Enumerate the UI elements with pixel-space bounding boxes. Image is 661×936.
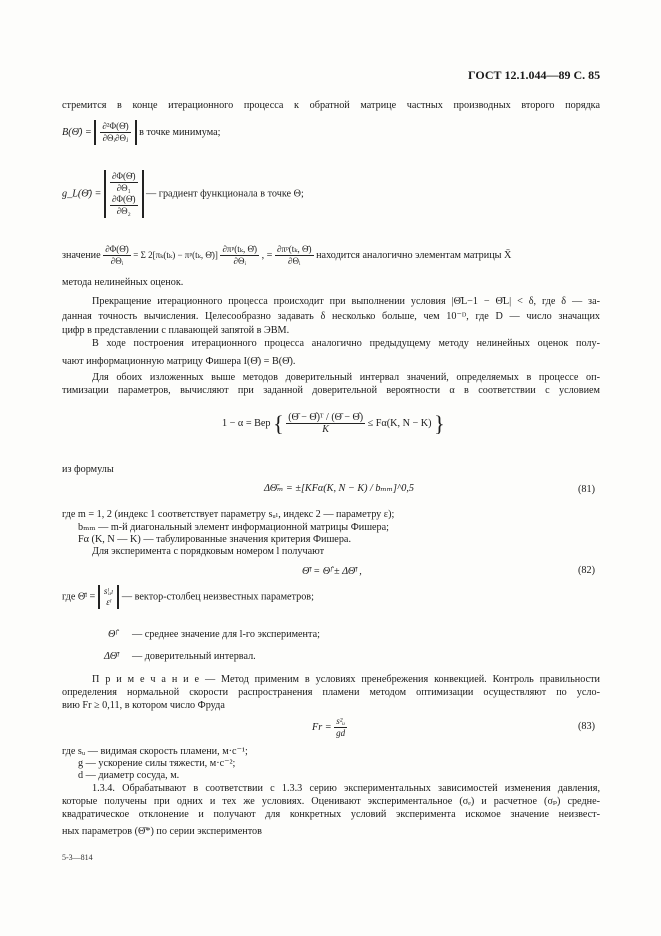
line-methods: метода нелинейных оценок. xyxy=(62,277,184,288)
para-interval-1: Для обоих изложенных выше методов доверительный интервал значений, определяемых в процессе оп- xyxy=(92,372,600,383)
para-stop-1: Прекращение итерационного процесса происходит при выполнении условия |Θ̄L−1 − Θ̄L| < δ, где δ — за- xyxy=(92,296,600,307)
para-134-4: ных параметров (Θ̄*) по серии экспериментов xyxy=(62,826,262,837)
para-134-3: квадратическое отклонение и получают для конкретных условий эксперимента искомое значение неизвест- xyxy=(62,809,600,820)
para-stop-2: данная точность вычисления. Целесообразно задавать δ несколько больше, чем 10⁻ᴰ, где D — число значащих xyxy=(62,311,600,322)
where81-2: bₘₘ — m-й диагональный элемент информационной матрицы Фишера; xyxy=(78,522,390,533)
para-interval-2: тимизации параметров, вычисляют при заданной доверительной вероятности α в соответствии с условием xyxy=(62,385,600,396)
vector-g-den2: ∂Θ₂ xyxy=(116,206,131,216)
where82-int-sym: ΔΘ̄ˡ xyxy=(104,651,119,662)
where82-int-txt: — доверительный интервал. xyxy=(132,651,256,662)
eq83 xyxy=(312,716,347,739)
value-eq-lead: значение xyxy=(62,249,101,261)
from-formula: из формулы xyxy=(62,464,114,475)
page-header: ГОСТ 12.1.044—89 С. 85 xyxy=(468,68,601,82)
where83-1: где sᵤ — видимая скорость пламени, м·с⁻¹; xyxy=(62,746,248,757)
where82-tail: — вектор-столбец неизвестных параметров; xyxy=(121,591,314,603)
where82-mean-txt: — среднее значение для l-го эксперимента; xyxy=(132,629,320,640)
vector-g-eq xyxy=(62,170,304,218)
value-eq-rhs-den: ∂Θᵢ xyxy=(288,256,301,266)
eq82-number: (82) xyxy=(578,565,595,576)
eq-prob-num: (Θ̄ − Θ̂)ᵀ / (Θ̄ − Θ̂) xyxy=(288,412,364,423)
matrix-b-eq xyxy=(62,120,220,145)
value-eq: значение $\frac{\partial\Phi(\Thetā)}{\text{∂Θᵢ}}$ = Σ 2[πₖ(tₖ) − πᵖ(tₖ, Θ̄)] $\frac{\text{∂πᵖ(tₖ, Θ̄)}}{\text{∂Θᵢ}}$ , = $\frac{\text{∂πᵖ(tₖ, Θ̄)}}{\text{∂Θᵢ}}$ находится аналогично элементам матрицы X̄ xyxy=(62,244,512,266)
para-134-1: 1.3.4. Обрабатывают в соответствии с 1.3.3 серию экспериментальных зависимостей изменения давления, xyxy=(92,783,600,794)
matrix-b-tail: в точке минимума; xyxy=(139,126,221,138)
value-eq-mid-num: ∂πᵖ(tₖ, Θ̄) xyxy=(222,244,258,254)
value-eq-lhs-num: ∂Φ(Θ̄) xyxy=(105,244,129,254)
where82-mean-sym: Θ̂ˡ xyxy=(108,629,117,640)
value-eq-mid-den: ∂Θᵢ xyxy=(233,256,246,266)
where83-2: g — ускорение силы тяжести, м·с⁻²; xyxy=(78,758,236,769)
where81-4: Для эксперимента с порядковым номером l получают xyxy=(92,546,325,557)
para-fisher-2: чают информационную матрицу Фишера I(Θ̄) = B(Θ̄). xyxy=(62,356,296,367)
where82-body xyxy=(98,585,120,609)
where83-3: d — диаметр сосуда, м. xyxy=(78,770,180,781)
value-eq-rhs-num: ∂πᵖ(tₖ, Θ̄) xyxy=(276,244,312,254)
eq83-lhs: Fr = xyxy=(312,721,332,733)
note-3: вию Fr ≥ 0,11, в котором число Фруда xyxy=(62,700,225,711)
footer-code: 5-3—814 xyxy=(62,853,93,862)
where82-vector xyxy=(62,585,314,609)
eq82-expr: Θ̄ˡ = Θ̂ˡ ± ΔΘ̄ˡ , xyxy=(302,566,362,577)
eq-prob-rhs: ≤ Fα(K, N − K) xyxy=(367,417,432,429)
para-134-2: которые получены при одних и тех же условиях. Оценивают экспериментальное (σₑ) и расчетное (σₚ) средне- xyxy=(62,796,600,807)
eq-prob-lhs: 1 − α = Вер xyxy=(222,417,271,429)
vector-g-num2: ∂Φ(Θ̄) xyxy=(111,194,136,204)
value-eq-lhs-den: ∂Θᵢ xyxy=(110,256,124,266)
eq83-den: gd xyxy=(336,728,346,738)
value-eq-sum: = Σ 2[πₖ(tₖ) − πᵖ(tₖ, Θ̄)] xyxy=(133,249,218,260)
matrix-b-body xyxy=(94,120,136,145)
vector-g-body xyxy=(104,170,144,218)
vector-g-lhs: g_L(Θ̄) = xyxy=(62,188,102,200)
para-stop-3: цифр в представлении с плавающей запятой в ЭВМ. xyxy=(62,325,290,336)
matrix-b-num: ∂²Φ(Θ̄) xyxy=(102,121,129,131)
where81-3: Fα (K, N — K) — табулированные значения критерия Фишера. xyxy=(78,534,351,545)
note-1: П р и м е ч а н и е — Метод применим в условиях пренебрежения конвекцией. Контроль правильности xyxy=(92,674,600,685)
matrix-b-den: ∂Θᵢ∂Θⱼ xyxy=(102,133,129,143)
para-converge: стремится в конце итерационного процесса к обратной матрице частных производных второго порядка xyxy=(62,100,600,111)
eq83-number: (83) xyxy=(578,721,595,732)
eq-prob-den: K xyxy=(322,424,329,435)
where82-lead: где Θ̄ˡ = xyxy=(62,591,96,603)
eq81-number: (81) xyxy=(578,484,595,495)
where82-v1: sˡᵤₗ xyxy=(103,586,114,596)
para-fisher-1: В ходе построения итерационного процесса аналогично предыдущему методу нелинейных оценок полу- xyxy=(92,338,600,349)
where81-1: где m = 1, 2 (индекс 1 соответствует параметру sᵤₗ, индекс 2 — параметру ε); xyxy=(62,509,395,520)
eq-prob: 1 − α = Вер { $\frac{\text{(Θ̄ − Θ̂)ᵀ / (Θ̄ − Θ̂)}}{K}$ ≤ Fα(K, N − K) } xyxy=(222,411,445,436)
value-eq-tail: находится аналогично элементам матрицы X̄ xyxy=(316,249,512,261)
vector-g-tail: — градиент функционала в точке Θ; xyxy=(146,188,304,200)
vector-g-den1: ∂Θ₁ xyxy=(116,183,131,193)
note-2: определения нормальной скорости распространения пламени методом оптимизации осуществляют по усло- xyxy=(62,687,600,698)
where82-v2: εˡ xyxy=(106,597,111,607)
eq83-num: s²ᵤ xyxy=(334,716,347,728)
eq81-expr: ΔΘ̄ₘ = ±[KFα(K, N − K) / bₘₘ]^0,5 xyxy=(264,483,415,494)
vector-g-num1: ∂Φ(Θ̄) xyxy=(111,171,136,181)
matrix-b-lhs: B(Θ̄) = xyxy=(62,126,92,138)
